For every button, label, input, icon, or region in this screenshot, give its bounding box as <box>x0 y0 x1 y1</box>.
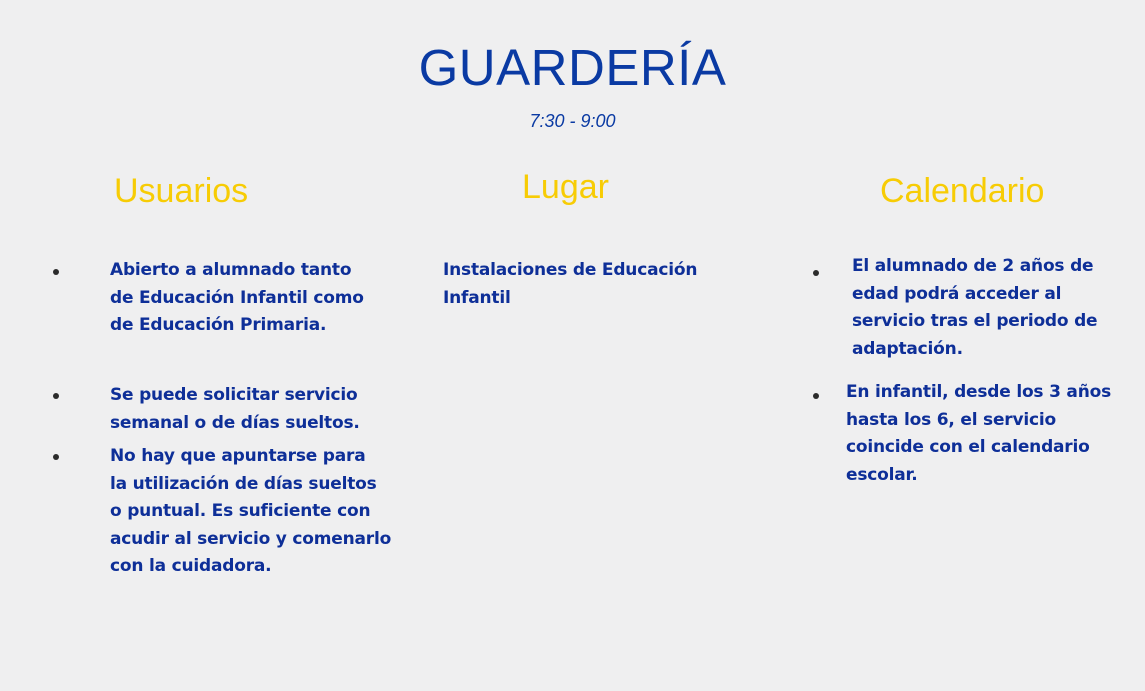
lugar-heading: Lugar <box>522 168 609 206</box>
usuarios-item-2: Se puede solicitar servicio semanal o de días sueltos. <box>110 385 360 433</box>
schedule-hours: 7:30 - 9:00 <box>529 111 616 131</box>
usuarios-heading: Usuarios <box>114 172 249 210</box>
bullet-icon <box>53 454 59 460</box>
page-title: GUARDERÍA <box>418 39 727 96</box>
calendario-item-1: El alumnado de 2 años de edad podrá acceder al servicio tras el periodo de adaptación. <box>852 256 1098 359</box>
bullet-icon <box>813 393 819 399</box>
usuarios-item-1: Abierto a alumnado tanto de Educación Infantil como de Educación Primaria. <box>110 260 364 335</box>
calendario-heading: Calendario <box>880 172 1045 210</box>
bullet-icon <box>53 269 59 275</box>
lugar-text: Instalaciones de Educación Infantil <box>443 260 698 308</box>
bullet-icon <box>53 393 59 399</box>
bullet-icon <box>813 270 819 276</box>
usuarios-item-3: No hay que apuntarse para la utilización de días sueltos o puntual. Es suficiente con acudir al servicio y comenarlo con la cuidadora. <box>110 446 392 576</box>
calendario-item-2: En infantil, desde los 3 años hasta los 6, el servicio coincide con el calendario escolar. <box>846 382 1111 485</box>
